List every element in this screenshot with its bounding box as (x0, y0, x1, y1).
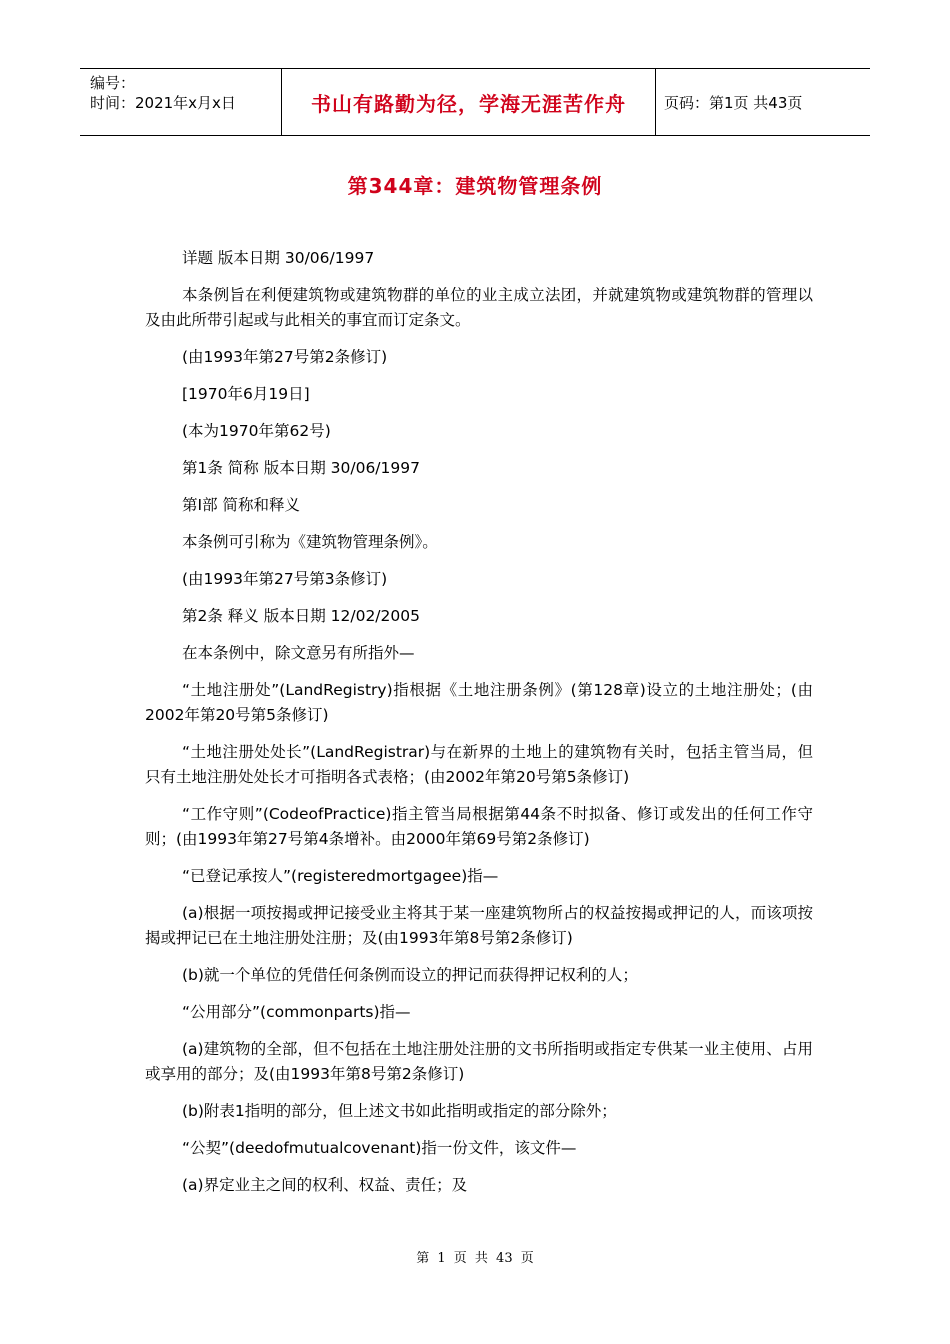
paragraph: (由1993年第27号第2条修订) (182, 348, 388, 366)
paragraph: (b)附表1指明的部分，但上述文书如此指明或指定的部分除外； (182, 1102, 617, 1120)
paragraph: 本条例旨在利便建筑物或建筑物群的单位的业主成立法团，并就建筑物或建筑物群的管理以及由此所带引起或与此相关的事宜而订定条文。 (145, 286, 813, 329)
paragraph: (b)就一个单位的凭借任何条例而设立的押记而获得押记权利的人； (182, 966, 638, 984)
paragraph: 第2条 释义 版本日期 12/02/2005 (182, 607, 420, 625)
paragraph: (a)界定业主之间的权利、权益、责任；及 (182, 1176, 468, 1194)
page-footer: 第 1 页 共 43 页 (416, 1251, 534, 1266)
paragraph: “土地注册处”(LandRegistry)指根据《土地注册条例》(第128章)设立的土地注册处；(由2002年第20号第5条修订) (145, 681, 813, 724)
paragraph: (本为1970年第62号) (182, 422, 331, 440)
paragraph: 在本条例中，除文意另有所指外— (182, 644, 415, 662)
document-title: 第344章：建筑物管理条例 (347, 174, 603, 198)
header-table (80, 68, 870, 136)
paragraph: “公用部分”(commonparts)指— (182, 1003, 411, 1021)
paragraph: (a)建筑物的全部，但不包括在土地注册处注册的文书所指明或指定专供某一业主使用、占用或享用的部分；及(由1993年第8号第2条修订) (145, 1040, 813, 1083)
header-motto: 书山有路勤为径，学海无涯苦作舟 (282, 69, 656, 135)
paragraph: 本条例可引称为《建筑物管理条例》。 (182, 533, 438, 551)
number-label: 编号： (90, 74, 136, 92)
paragraph: “公契”(deedofmutualcovenant)指一份文件，该文件— (182, 1139, 577, 1157)
paragraph: (由1993年第27号第3条修订) (182, 570, 388, 588)
paragraph: “已登记承按人”(registeredmortgagee)指— (182, 867, 499, 885)
paragraph: 第I部 简称和释义 (182, 496, 300, 514)
time-label: 时间：2021年x月x日 (90, 94, 236, 112)
header-page-code: 页码：第1页 共43页 (664, 93, 803, 112)
paragraph: 详题 版本日期 30/06/1997 (182, 249, 375, 267)
paragraph: [1970年6月19日] (182, 385, 310, 403)
paragraph: 第1条 简称 版本日期 30/06/1997 (182, 459, 420, 477)
paragraph: (a)根据一项按揭或押记接受业主将其于某一座建筑物所占的权益按揭或押记的人，而该项按揭或押记已在土地注册处注册；及(由1993年第8号第2条修订) (145, 904, 813, 947)
document-body (145, 246, 813, 1210)
header-meta-cell (80, 69, 282, 135)
paragraph: “土地注册处处长”(LandRegistrar)与在新界的土地上的建筑物有关时，包括主管当局，但只有土地注册处处长才可指明各式表格；(由2002年第20号第5条修订) (145, 743, 813, 786)
paragraph: “工作守则”(CodeofPractice)指主管当局根据第44条不时拟备、修订或发出的任何工作守则；(由1993年第27号第4条增补。由2000年第69号第2条修订) (145, 805, 813, 848)
